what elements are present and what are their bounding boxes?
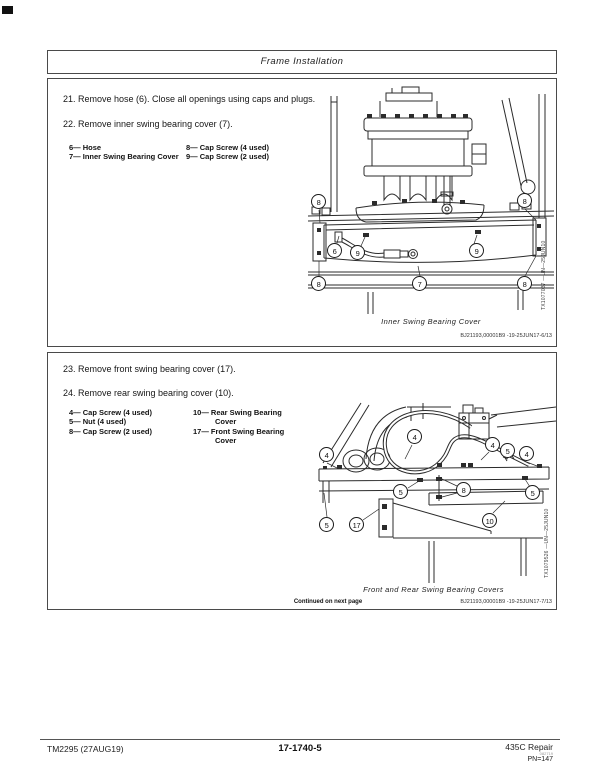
callout-10: 10 <box>482 513 497 528</box>
figure-1-doc-code: BJ21193,00001B9 -19-25JUN17-6/13 <box>460 333 552 339</box>
callout-4: 4 <box>519 446 534 461</box>
legend-item-9: 9— Cap Screw (2 used) <box>186 152 269 162</box>
legend-item-4: 4— Cap Screw (4 used) <box>69 408 152 417</box>
callout-5: 5 <box>525 485 540 500</box>
callout-8: 8 <box>456 482 471 497</box>
section-box-2 <box>47 352 557 610</box>
legend-column-1 <box>69 143 187 162</box>
legend-column-2 <box>193 408 303 445</box>
callout-6: 6 <box>327 243 342 258</box>
section-box-1 <box>47 78 557 347</box>
legend-item-6: 6— Hose <box>69 143 102 152</box>
footer-model: 435C Repair <box>505 742 553 752</box>
callout-4: 4 <box>319 447 334 462</box>
callout-17: 17 <box>349 517 364 532</box>
callout-8: 8 <box>517 276 532 291</box>
step-23: 23. Remove front swing bearing cover (17). <box>63 364 236 374</box>
callout-8: 8 <box>311 194 326 209</box>
figure-2-doc-code: BJ21193,00001B9 -19-25JUN17-7/13 <box>460 599 552 605</box>
figure-1-image-code: TX1077037 —UN—25JUN10 <box>541 240 547 310</box>
callout-4: 4 <box>485 437 500 452</box>
legend-item-17: 17— Front Swing Bearing Cover <box>193 426 285 445</box>
page-title: Frame Installation <box>260 56 344 67</box>
callout-5: 5 <box>500 443 515 458</box>
continued-note: Continued on next page <box>293 599 363 605</box>
step-22: 22. Remove inner swing bearing cover (7). <box>63 119 233 129</box>
callout-5: 5 <box>393 484 408 499</box>
legend-column-2 <box>186 143 311 162</box>
callout-4: 4 <box>407 429 422 444</box>
step-24: 24. Remove rear swing bearing cover (10). <box>63 388 234 398</box>
running-header-box <box>47 50 557 74</box>
legend-item-8: 8— Cap Screw (2 used) <box>69 426 152 436</box>
figure-2-caption: Front and Rear Swing Bearing Covers <box>363 585 504 594</box>
footer-divider <box>40 739 560 740</box>
footer-manual-code: TM2295 (27AUG19) <box>47 744 124 754</box>
legend-item-10: 10— Rear Swing Bearing Cover <box>193 408 282 427</box>
legend-item-7: 7— Inner Swing Bearing Cover <box>69 152 179 162</box>
footer-page-number: 17-1740-5 <box>278 743 322 754</box>
callout-8: 8 <box>517 193 532 208</box>
step-21: 21. Remove hose (6). Close all openings using caps and plugs. <box>63 94 316 104</box>
callout-8: 8 <box>311 276 326 291</box>
callout-7: 7 <box>412 276 427 291</box>
print-registration-mark <box>2 6 13 14</box>
callout-9: 9 <box>350 245 365 260</box>
footer-print-stamp: 082719 <box>539 751 553 756</box>
legend-item-5: 5— Nut (4 used) <box>69 417 127 427</box>
figure-1-caption: Inner Swing Bearing Cover <box>381 317 481 326</box>
callout-9: 9 <box>469 243 484 258</box>
figure-front-rear-swing-bearing-covers <box>311 401 556 591</box>
footer-pn: PN=147 <box>527 756 553 763</box>
legend-column-1 <box>69 408 189 436</box>
figure-2-image-code: TX1079526 —UN—25JUN10 <box>544 508 550 579</box>
callout-5: 5 <box>319 517 334 532</box>
legend-item-8: 8— Cap Screw (4 used) <box>186 143 269 152</box>
